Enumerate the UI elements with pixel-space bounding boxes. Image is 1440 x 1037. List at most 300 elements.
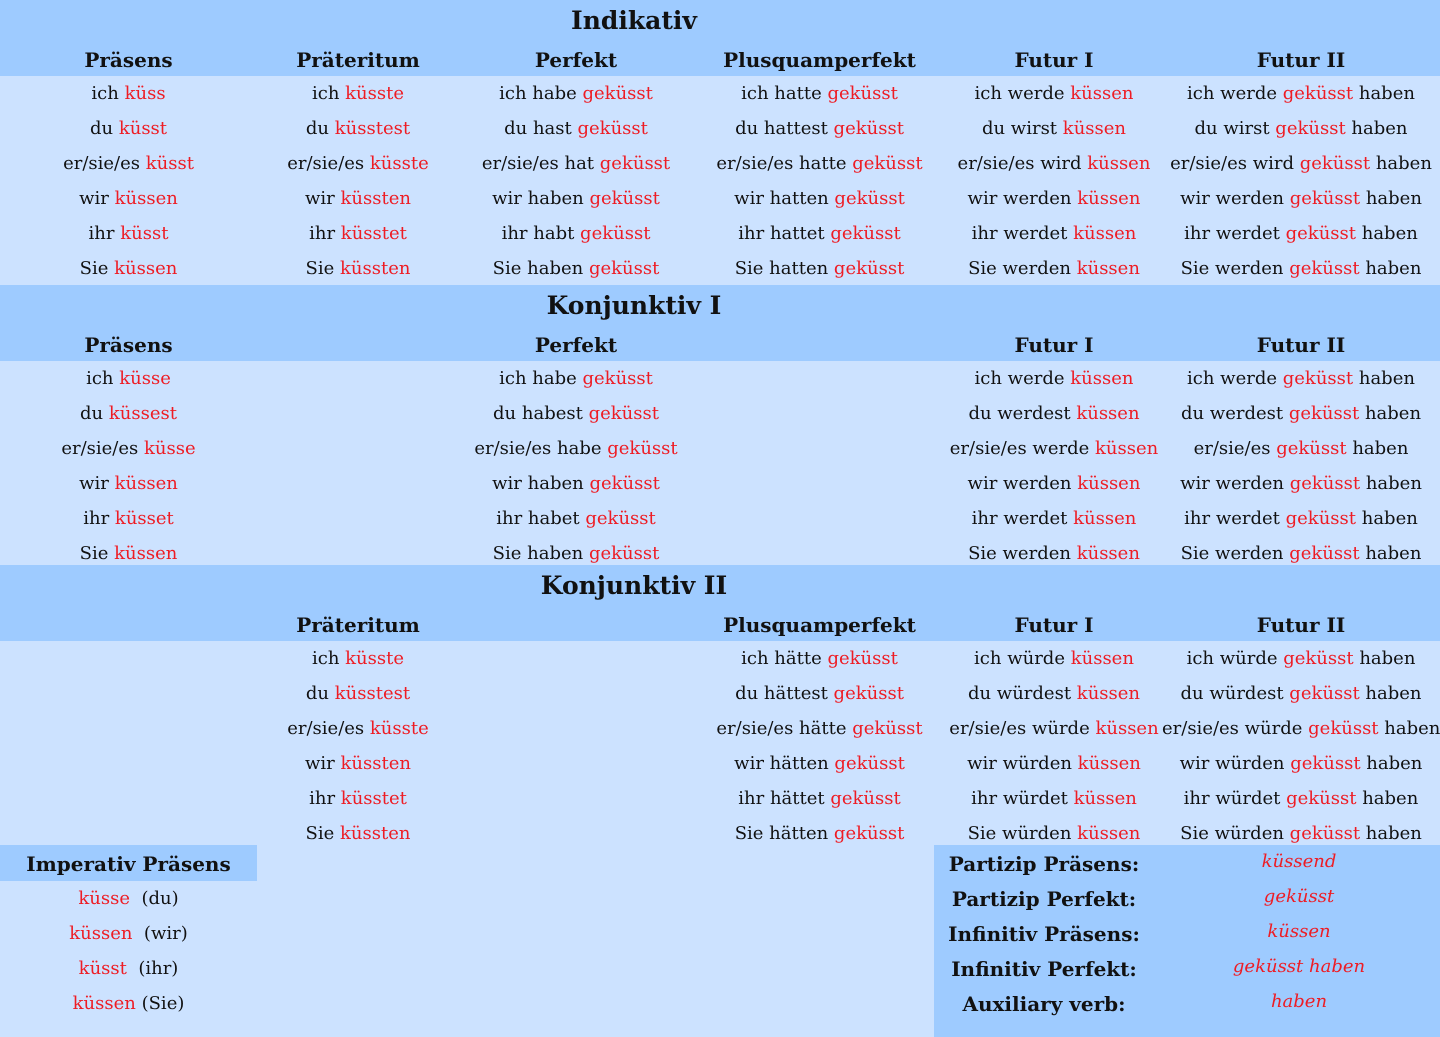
verb-form: küssen (1062, 118, 1127, 139)
imperative-row (0, 986, 257, 1021)
pronoun-text: ich hätte (741, 648, 828, 669)
conjugation-cell (946, 641, 1162, 676)
verb-form: küssen (1077, 753, 1141, 774)
conjugation-cell (459, 251, 693, 286)
pronoun-text: ich (91, 83, 125, 104)
auxiliary-text: haben (1356, 788, 1419, 809)
conjugation-cell (1162, 251, 1440, 286)
section-header-band (0, 0, 1440, 76)
verb-form: küssten (340, 823, 411, 844)
verb-form: küssen (1087, 153, 1151, 174)
participle-label: Infinitiv Perfekt: (951, 957, 1137, 981)
participle-value: küssend (1261, 851, 1337, 872)
conjugation-cell (946, 361, 1162, 396)
column-headers (0, 40, 1440, 76)
pronoun-text: du hättest (735, 683, 834, 704)
pronoun-text: ihr habet (496, 508, 586, 529)
participle-label: Partizip Perfekt: (951, 887, 1137, 911)
tense-header-präteritum: Präteritum (296, 613, 420, 637)
conjugation-cell (0, 181, 257, 216)
verb-form: küssten (340, 188, 411, 209)
tense-column-plusquamperfekt (693, 76, 946, 286)
verb-form: küssten (340, 753, 411, 774)
verb-form: küsst (78, 958, 127, 979)
conjugation-cell (0, 216, 257, 251)
pronoun-text: wir (305, 188, 341, 209)
conjugation-cell (1162, 361, 1440, 396)
conjugation-cell (1162, 746, 1440, 781)
pronoun-text: er/sie/es (287, 153, 370, 174)
conjugation-cell (257, 641, 459, 676)
conjugation-cell (946, 216, 1162, 251)
pronoun-text: du würdest (1180, 683, 1290, 704)
pronoun-text: Sie (305, 823, 340, 844)
verb-form: geküsst (589, 473, 660, 494)
verb-form: geküsst (1289, 258, 1360, 279)
auxiliary-text: haben (1378, 718, 1440, 739)
verb-form: küsse (144, 438, 196, 459)
conjugation-cell (693, 816, 946, 851)
tense-column-perfekt (459, 361, 693, 571)
conjugation-cell (946, 251, 1162, 286)
pronoun-text: du wirst (981, 118, 1063, 139)
pronoun-text: du (89, 118, 119, 139)
verb-form: geküsst (852, 718, 923, 739)
verb-form: geküsst (588, 258, 660, 279)
pronoun-text: Sie werden (968, 543, 1077, 564)
conjugation-cell (459, 396, 693, 431)
verb-form: geküsst (1299, 153, 1371, 174)
verb-form: küssen (1073, 788, 1137, 809)
pronoun-text: wir (79, 473, 115, 494)
tense-column-futur-i (946, 361, 1162, 571)
auxiliary-text: haben (1370, 153, 1432, 174)
pronoun-text: ich werde (1187, 368, 1283, 389)
pronoun-text: Sie werden (1180, 543, 1290, 564)
tense-column-präteritum (257, 641, 459, 851)
auxiliary-text: haben (1353, 648, 1416, 669)
participle-value: geküsst haben (1232, 956, 1366, 977)
auxiliary-text: haben (1353, 368, 1415, 389)
conjugation-cell (459, 181, 693, 216)
verb-form: küsstet (340, 788, 407, 809)
conjugation-cell (1162, 466, 1440, 501)
verb-form: geküsst (1283, 648, 1354, 669)
conjugation-cell (0, 251, 257, 286)
conjugation-cell (1162, 76, 1440, 111)
conjugation-cell (693, 781, 946, 816)
conjugation-cell (459, 146, 693, 181)
conjugation-cell (257, 76, 459, 111)
participle-label: Partizip Präsens: (948, 852, 1140, 876)
verb-form: geküsst (1285, 223, 1357, 244)
auxiliary-text: haben (1360, 753, 1423, 774)
verb-form: küssen (1073, 223, 1137, 244)
section-header-band (0, 285, 1440, 361)
verb-form: küssen (1076, 683, 1141, 704)
verb-form: geküsst (582, 368, 653, 389)
tense-column-perfekt (459, 76, 693, 286)
column-headers (0, 325, 1440, 361)
tense-header-futur-ii: Futur II (1256, 333, 1346, 357)
conjugation-cell (1162, 676, 1440, 711)
conjugation-cell (1162, 111, 1440, 146)
participle-label: Auxiliary verb: (962, 992, 1126, 1016)
pronoun-text: er/sie/es (63, 153, 146, 174)
tense-column-futur-ii (1162, 76, 1440, 286)
verb-form: küsse (78, 888, 131, 909)
pronoun-text: ich würde (974, 648, 1071, 669)
pronoun-text: (wir) (132, 923, 188, 944)
pronoun-text: wir (79, 188, 115, 209)
verb-form: geküsst (589, 188, 660, 209)
conjugation-cell (257, 781, 459, 816)
pronoun-text: du hast (504, 118, 578, 139)
verb-form: geküsst (834, 753, 905, 774)
pronoun-text: wir haben (492, 188, 590, 209)
conjugation-cell (257, 251, 459, 286)
pronoun-text: ich habe (499, 83, 583, 104)
auxiliary-text: haben (1345, 118, 1408, 139)
verb-form: geküsst (852, 153, 923, 174)
verb-form: küsste (345, 83, 405, 104)
conjugation-cell (257, 181, 459, 216)
verb-form: geküsst (1289, 543, 1360, 564)
pronoun-text: wir würden (967, 753, 1078, 774)
conjugation-cell (459, 466, 693, 501)
pronoun-text: Sie (79, 543, 115, 564)
participle-value: geküsst (1263, 886, 1335, 907)
verb-form: geküsst (588, 403, 659, 424)
pronoun-text: ich werde (974, 368, 1071, 389)
verb-form: küsse (119, 368, 171, 389)
verb-form: küssen (1094, 438, 1159, 459)
auxiliary-text: haben (1346, 438, 1409, 459)
conjugation-cell (0, 76, 257, 111)
conjugation-cell (946, 501, 1162, 536)
verb-form: küssen (1073, 508, 1137, 529)
pronoun-text: ich (311, 648, 346, 669)
conjugation-cell (459, 111, 693, 146)
tense-column-präsens (0, 76, 257, 286)
verb-form: küsste (369, 153, 429, 174)
pronoun-text: er/sie/es hat (481, 153, 600, 174)
conjugation-cell (1162, 396, 1440, 431)
tense-header-plusquamperfekt: Plusquamperfekt (723, 48, 916, 72)
conjugation-cell (0, 431, 257, 466)
pronoun-text: Sie hatten (734, 258, 834, 279)
conjugation-cell (1162, 641, 1440, 676)
conjugation-cell (0, 466, 257, 501)
pronoun-text: du habest (493, 403, 589, 424)
pronoun-text: ihr werdet (971, 223, 1074, 244)
tense-column-futur-ii (1162, 641, 1440, 851)
verb-form: küssen (114, 543, 178, 564)
tense-column-futur-i (946, 76, 1162, 286)
verb-form: küssest (108, 403, 177, 424)
verb-form: geküsst (1290, 753, 1361, 774)
conjugation-cell (693, 641, 946, 676)
auxiliary-text: haben (1360, 188, 1422, 209)
section-title: Konjunktiv I (546, 291, 722, 320)
tense-header-präsens: Präsens (84, 333, 173, 357)
pronoun-text: ihr hattet (738, 223, 831, 244)
pronoun-text: Sie hätten (734, 823, 834, 844)
pronoun-text: (ihr) (126, 958, 179, 979)
verb-form: geküsst (834, 188, 905, 209)
tense-column-futur-i (946, 641, 1162, 851)
tense-header-präteritum: Präteritum (296, 48, 420, 72)
pronoun-text: wir werden (967, 473, 1078, 494)
verb-form: geküsst (827, 83, 898, 104)
tense-header-perfekt: Perfekt (534, 48, 618, 72)
tense-column-futur-ii (1162, 361, 1440, 571)
auxiliary-text: haben (1359, 403, 1422, 424)
pronoun-text: wir haben (492, 473, 590, 494)
pronoun-text: du werdest (1180, 403, 1289, 424)
conjugation-cell (693, 746, 946, 781)
pronoun-text: wir werden (1180, 188, 1290, 209)
pronoun-text: (Sie) (135, 993, 185, 1014)
pronoun-text: (du) (130, 888, 179, 909)
pronoun-text: ich (86, 368, 120, 389)
section-header-band (0, 565, 1440, 641)
pronoun-text: er/sie/es wird (1170, 153, 1300, 174)
conjugation-cell (257, 746, 459, 781)
conjugation-cell (693, 76, 946, 111)
conjugation-cell (257, 676, 459, 711)
verb-form: geküsst (1276, 438, 1347, 459)
conjugation-cell (1162, 181, 1440, 216)
verb-form: küssen (1095, 718, 1159, 739)
verb-form: küssen (69, 923, 133, 944)
participle-value: küssen (1267, 921, 1331, 942)
verb-form: geküsst (588, 543, 660, 564)
conjugation-cell (946, 181, 1162, 216)
pronoun-text: er/sie/es habe (474, 438, 608, 459)
pronoun-text: ihr (83, 508, 115, 529)
pronoun-text: ich werde (1187, 83, 1283, 104)
pronoun-text: ihr werdet (971, 508, 1074, 529)
auxiliary-text: haben (1356, 508, 1418, 529)
pronoun-text: wir würden (1179, 753, 1291, 774)
tense-header-präsens: Präsens (84, 48, 173, 72)
verb-form: geküsst (1289, 683, 1360, 704)
pronoun-text: er/sie/es würde (1162, 718, 1309, 739)
verb-form: geküsst (580, 223, 651, 244)
pronoun-text: er/sie/es (287, 718, 370, 739)
pronoun-text: er/sie/es (61, 438, 144, 459)
conjugation-cell (0, 111, 257, 146)
imperative-row (0, 916, 257, 951)
verb-form: geküsst (833, 118, 904, 139)
tense-header-perfekt: Perfekt (534, 333, 618, 357)
pronoun-text: ihr würdet (971, 788, 1074, 809)
verb-form: küssen (114, 473, 178, 494)
conjugation-cell (257, 146, 459, 181)
conjugation-cell (0, 396, 257, 431)
verb-form: küsset (114, 508, 174, 529)
conjugation-cell (459, 431, 693, 466)
participle-label: Infinitiv Präsens: (948, 922, 1140, 946)
pronoun-text: Sie haben (492, 258, 589, 279)
auxiliary-text: haben (1360, 473, 1422, 494)
conjugation-cell (459, 501, 693, 536)
tense-header-futur-i: Futur I (1014, 333, 1094, 357)
section-title: Konjunktiv II (540, 571, 728, 600)
pronoun-text: Sie werden (1180, 258, 1290, 279)
tense-header-futur-i: Futur I (1014, 613, 1094, 637)
verb-form: küssen (1070, 368, 1134, 389)
verb-form: küssen (1070, 648, 1134, 669)
pronoun-text: er/sie/es wird (957, 153, 1088, 174)
conjugation-cell (693, 676, 946, 711)
conjugation-cell (0, 361, 257, 396)
conjugation-cell (1162, 501, 1440, 536)
pronoun-text: ihr habt (501, 223, 581, 244)
pronoun-text: wir hatten (734, 188, 835, 209)
auxiliary-text: haben (1359, 683, 1422, 704)
conjugation-cell (946, 466, 1162, 501)
verb-form: küsstet (340, 223, 407, 244)
verb-form: geküsst (1289, 188, 1361, 209)
verb-form: küssten (340, 258, 411, 279)
tense-column-plusquamperfekt (693, 641, 946, 851)
conjugation-cell (1162, 781, 1440, 816)
pronoun-text: ihr (309, 788, 341, 809)
verb-form: küss (124, 83, 166, 104)
conjugation-cell (946, 711, 1162, 746)
verb-form: geküsst (577, 118, 648, 139)
verb-form: geküsst (1282, 83, 1354, 104)
pronoun-text: ihr werdet (1184, 223, 1286, 244)
pronoun-text: er/sie/es (1193, 438, 1277, 459)
pronoun-text: du hattest (735, 118, 834, 139)
verb-form: geküsst (833, 683, 904, 704)
conjugation-cell (946, 746, 1162, 781)
conjugation-cell (1162, 431, 1440, 466)
imperative-row (0, 881, 257, 916)
pronoun-text: Sie haben (492, 543, 589, 564)
verb-form: küssen (1076, 258, 1140, 279)
verb-form: geküsst (582, 83, 653, 104)
participle-panel (934, 845, 1440, 1037)
conjugation-cell (946, 146, 1162, 181)
pronoun-text: Sie werden (968, 258, 1077, 279)
verb-form: küssen (1077, 188, 1141, 209)
pronoun-text: er/sie/es werde (949, 438, 1095, 459)
pronoun-text: ich würde (1186, 648, 1284, 669)
verb-form: geküsst (1282, 368, 1354, 389)
conjugation-cell (946, 781, 1162, 816)
pronoun-text: du wirst (1194, 118, 1276, 139)
verb-form: küsst (118, 118, 168, 139)
conjugation-cell (693, 146, 946, 181)
auxiliary-text: haben (1356, 223, 1418, 244)
verb-form: geküsst (599, 153, 671, 174)
pronoun-text: ich (311, 83, 346, 104)
verb-form: geküsst (607, 438, 678, 459)
conjugation-cell (257, 111, 459, 146)
conjugation-cell (257, 711, 459, 746)
conjugation-cell (946, 76, 1162, 111)
conjugation-cell (693, 216, 946, 251)
verb-form: geküsst (585, 508, 656, 529)
conjugation-cell (459, 216, 693, 251)
pronoun-text: wir (305, 753, 341, 774)
verb-form: geküsst (1289, 823, 1361, 844)
verb-form: geküsst (1288, 403, 1360, 424)
pronoun-text: du (305, 683, 335, 704)
conjugation-cell (946, 396, 1162, 431)
verb-form: geküsst (1286, 788, 1357, 809)
conjugation-cell (946, 676, 1162, 711)
pronoun-text: du (80, 403, 109, 424)
tense-header-futur-i: Futur I (1014, 48, 1094, 72)
verb-form: küsstest (334, 118, 411, 139)
section-title: Indikativ (571, 6, 697, 35)
conjugation-cell (1162, 216, 1440, 251)
conjugation-cell (257, 216, 459, 251)
pronoun-text: du (305, 118, 335, 139)
pronoun-text: ich habe (499, 368, 583, 389)
conjugation-cell (1162, 146, 1440, 181)
conjugation-cell (459, 76, 693, 111)
verb-form: küssen (1077, 823, 1141, 844)
verb-form: geküsst (830, 788, 901, 809)
pronoun-text: Sie (79, 258, 115, 279)
auxiliary-text: haben (1359, 543, 1422, 564)
verb-form: geküsst (1308, 718, 1379, 739)
verb-form: küssen (1070, 83, 1134, 104)
verb-form: küsste (369, 718, 429, 739)
verb-form: geküsst (833, 823, 905, 844)
conjugation-cell (0, 501, 257, 536)
auxiliary-text: haben (1360, 823, 1422, 844)
conjugation-cell (257, 816, 459, 851)
pronoun-text: er/sie/es hatte (716, 153, 853, 174)
conjugation-cell (693, 251, 946, 286)
conjugation-cell (0, 146, 257, 181)
imperative-heading: Imperativ Präsens (0, 845, 257, 881)
pronoun-text: wir hätten (734, 753, 835, 774)
verb-form: küssen (1076, 543, 1140, 564)
pronoun-text: er/sie/es würde (949, 718, 1096, 739)
verb-form: küssen (72, 993, 136, 1014)
pronoun-text: du würdest (967, 683, 1077, 704)
pronoun-text: ihr (309, 223, 341, 244)
verb-form: küsst (145, 153, 194, 174)
pronoun-text: ihr werdet (1184, 508, 1286, 529)
conjugation-cell (1162, 711, 1440, 746)
verb-form: geküsst (833, 258, 905, 279)
conjugation-cell (693, 711, 946, 746)
pronoun-text: du werdest (968, 403, 1077, 424)
verb-form: geküsst (1285, 508, 1357, 529)
pronoun-text: er/sie/es hätte (716, 718, 853, 739)
column-headers (0, 605, 1440, 641)
auxiliary-text: haben (1353, 83, 1415, 104)
pronoun-text: ich hatte (741, 83, 828, 104)
verb-form: geküsst (1275, 118, 1346, 139)
conjugation-cell (693, 181, 946, 216)
pronoun-text: Sie würden (967, 823, 1078, 844)
pronoun-text: ich werde (974, 83, 1071, 104)
conjugation-cell (946, 431, 1162, 466)
verb-form: küssen (1076, 403, 1140, 424)
tense-column-präteritum (257, 76, 459, 286)
conjugation-cell (459, 361, 693, 396)
